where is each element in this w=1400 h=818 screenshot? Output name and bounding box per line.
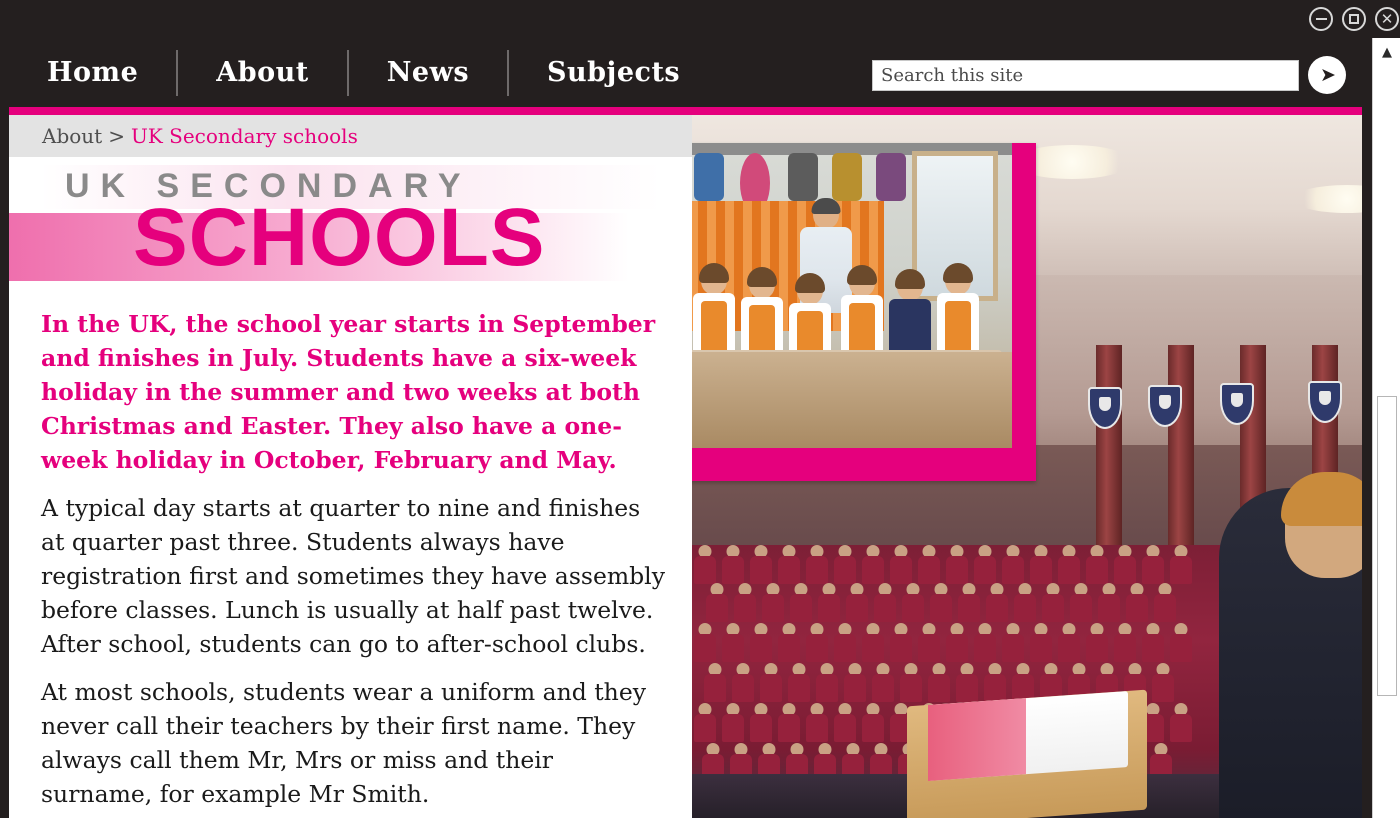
- window-right-edge: [1362, 38, 1372, 818]
- title-bar: [9, 0, 1400, 38]
- scrollbar-track[interactable]: [1373, 66, 1400, 818]
- breadcrumb: [9, 115, 692, 157]
- search-area: [872, 56, 1346, 94]
- body-paragraph-1: A typical day starts at quarter to nine and finishes at quarter past three. Students always have registration first and sometimes they have assembly before classes. Lunch is usually at half past twelve. After school, students can go to after-school clubs.: [41, 494, 665, 658]
- student-figure: [740, 271, 784, 359]
- maximize-icon: [1349, 14, 1359, 24]
- accent-rule: [9, 107, 1400, 115]
- close-icon: ✕: [1380, 10, 1394, 28]
- open-book: [928, 691, 1128, 781]
- scroll-up-button[interactable]: ▲: [1373, 38, 1400, 66]
- hanging-artwork: [788, 153, 818, 201]
- scrollbar-thumb[interactable]: [1377, 396, 1397, 696]
- hall-pillar: [1096, 345, 1122, 545]
- minimize-button[interactable]: [1309, 7, 1333, 31]
- inset-photo-classroom: [636, 143, 1012, 448]
- hanging-artwork: [876, 153, 906, 201]
- search-submit-button[interactable]: [1308, 56, 1346, 94]
- nav-item-home[interactable]: Home: [47, 57, 139, 88]
- body-paragraph-2: At most schools, students wear a uniform and they never call their teachers by their first name. They always call them Mr, Mrs or miss and their surname, for example Mr Smith.: [41, 678, 646, 808]
- student-figure: [936, 267, 980, 355]
- vertical-scrollbar[interactable]: [1372, 38, 1400, 818]
- page-title-main: SCHOOLS: [133, 192, 546, 283]
- teacher-hair: [812, 198, 841, 214]
- arrow-right-icon: ➤: [1320, 63, 1336, 86]
- search-input[interactable]: [872, 60, 1299, 91]
- minimize-icon: [1316, 18, 1327, 20]
- hanging-artwork: [832, 153, 862, 201]
- main-navigation: [9, 38, 1400, 107]
- page-title: [33, 165, 668, 291]
- nav-item-news[interactable]: News: [386, 57, 470, 88]
- student-figure: [840, 269, 884, 357]
- inset-photo-frame: [636, 143, 1036, 481]
- intro-paragraph: In the UK, the school year starts in September and finishes in July. Students have a six-week holiday in the summer and two weeks at both Christmas and Easter. They also have a one-week holiday in October, February and May.: [41, 310, 656, 474]
- breadcrumb-item-current[interactable]: UK Secondary schools: [130, 124, 358, 148]
- breadcrumb-item-about[interactable]: About: [42, 124, 103, 148]
- student-figure: [888, 273, 932, 361]
- page-content: [9, 115, 1400, 818]
- workbench: [636, 352, 1012, 448]
- student-figure: [692, 267, 736, 355]
- hall-pillar: [1168, 345, 1194, 545]
- article-column: [9, 115, 692, 818]
- hanging-artwork: [694, 153, 724, 201]
- close-button[interactable]: [1375, 7, 1399, 31]
- nav-item-list: [9, 38, 718, 107]
- page-title-kicker: UK SECONDARY: [65, 167, 472, 205]
- breadcrumb-separator: >: [108, 124, 125, 148]
- nav-item-about[interactable]: About: [216, 57, 309, 88]
- maximize-button[interactable]: [1342, 7, 1366, 31]
- nav-item-subjects[interactable]: Subjects: [547, 57, 681, 88]
